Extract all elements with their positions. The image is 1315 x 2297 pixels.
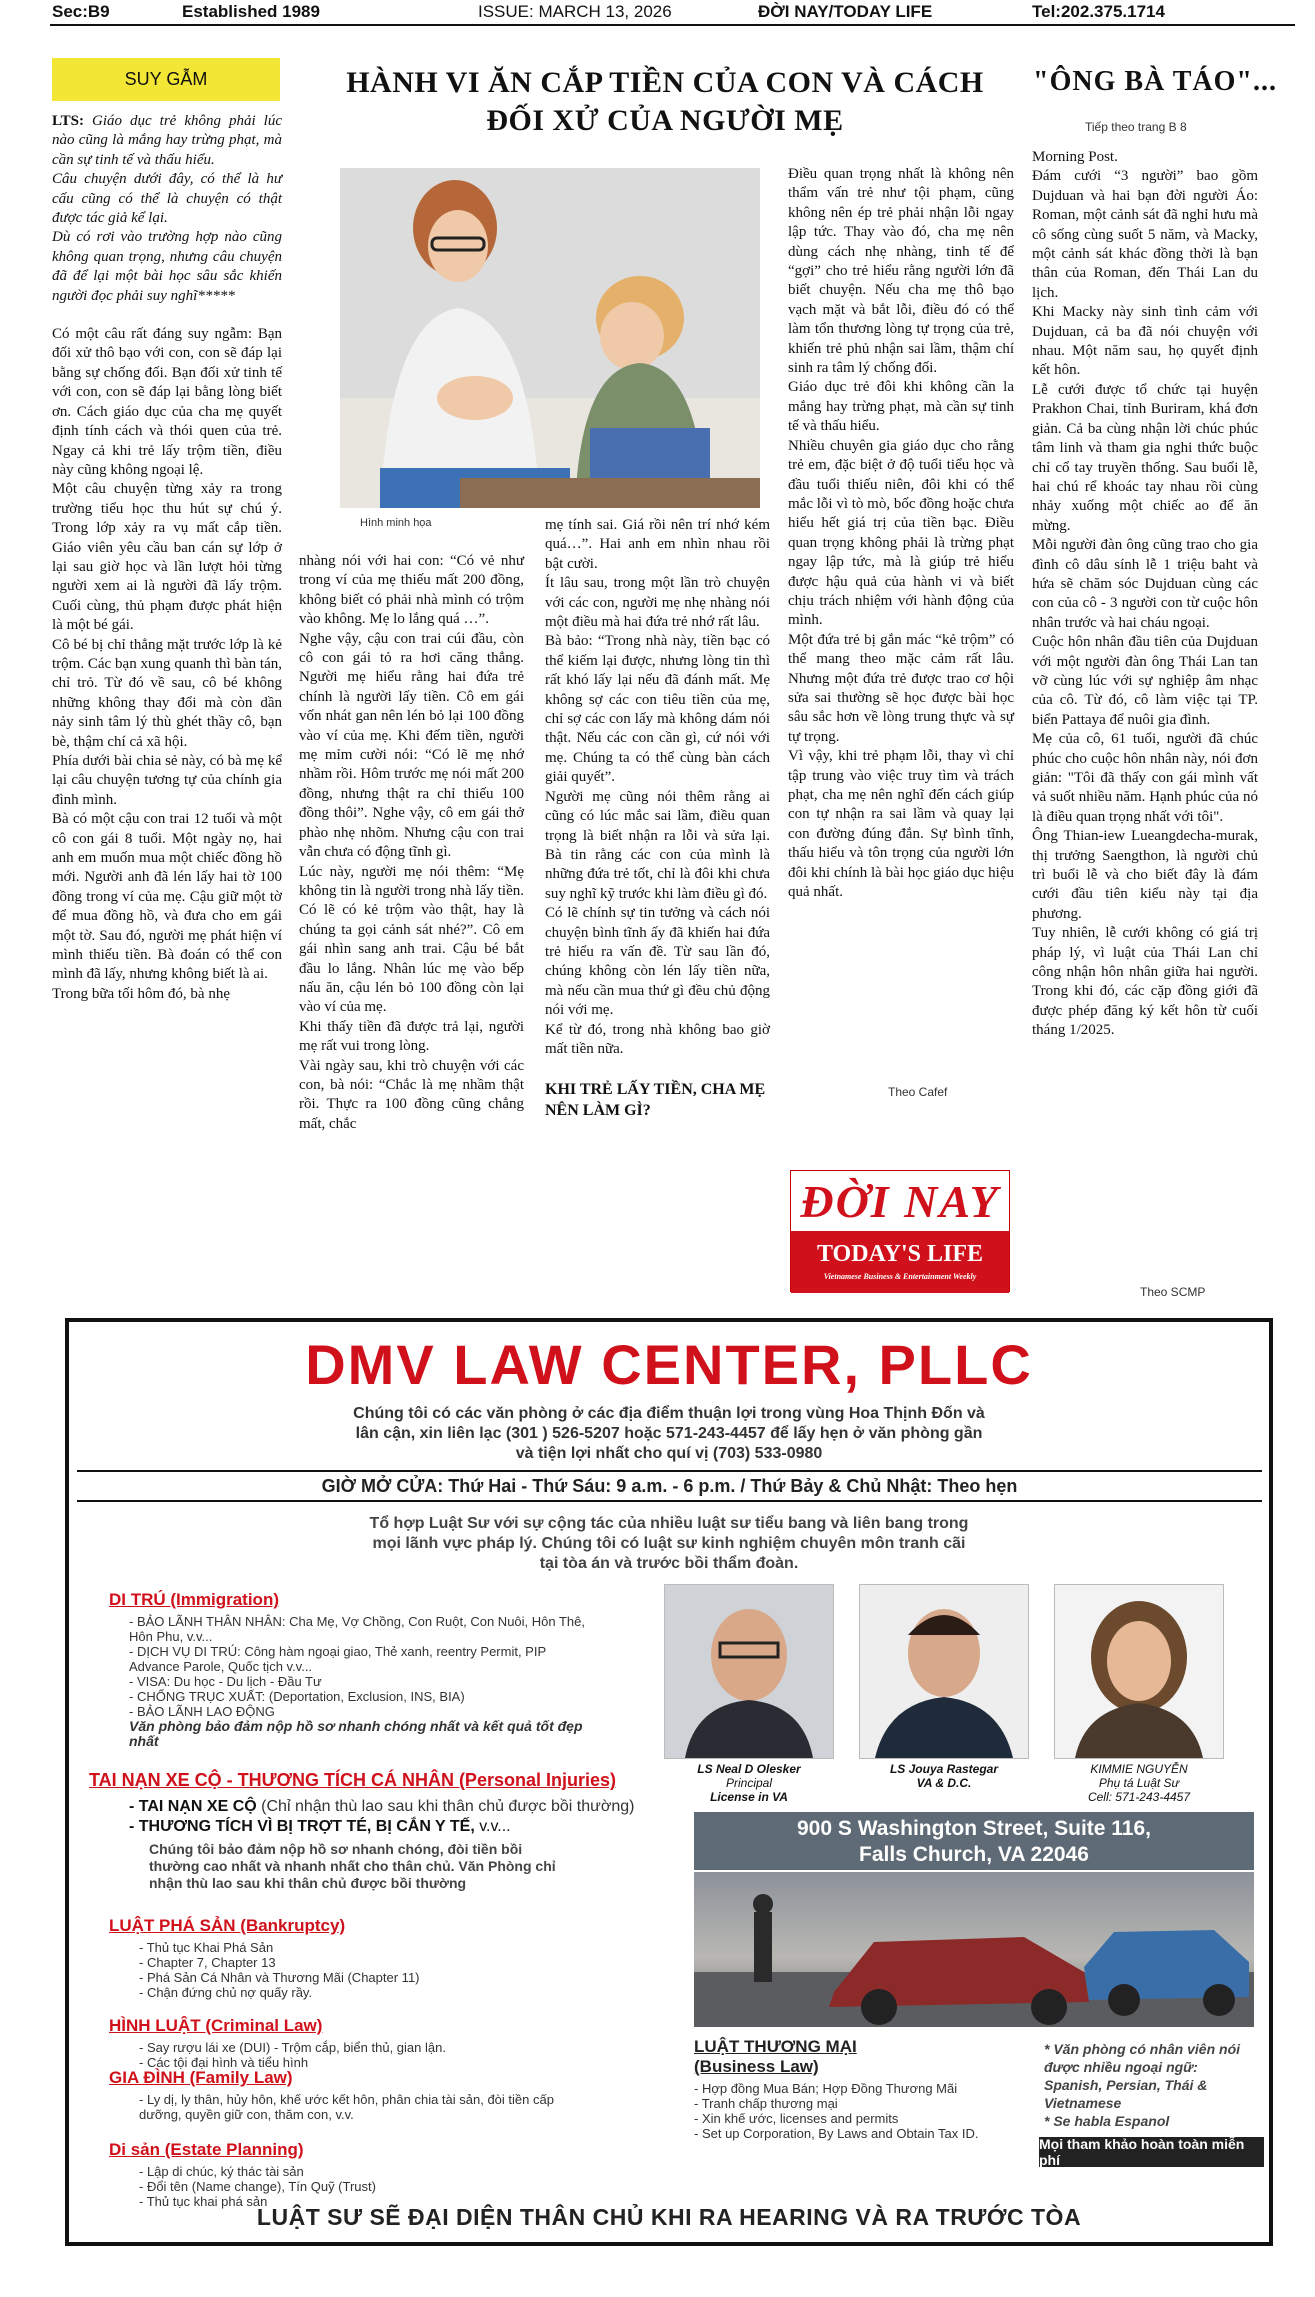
section-number: Sec:B9 <box>52 2 110 21</box>
service-item: - BẢO LÃNH LAO ĐỘNG <box>129 1704 275 1719</box>
service-item: - Chapter 7, Chapter 13 <box>139 1955 276 1970</box>
article-paragraph: Nghe vậy, cậu con trai cúi đầu, còn cô con gái tỏ ra hơi căng thẳng. Người mẹ hiểu rằng hai đứa trẻ chính là người lấy tiền. Cô em gái vốn nhát gan nên lén bỏ lại 100 đồng vào ví của mẹ. Khi đếm tiền, người mẹ mỉm cười nói: “Có lẽ mẹ nhớ nhầm rồi. Hôm trước mẹ nói mất 200 đồng, nhưng thật ra chỉ thiếu 100 đồng thôi”. Nghe vậy, cô em gái thở phào nhẹ nhõm. Nhưng cậu con trai vẫn chưa có động tĩnh gì. <box>299 630 524 861</box>
article-paragraph: Bà có một cậu con trai 12 tuổi và một cô con gái 8 tuổi. Một ngày nọ, hai anh em muốn mua một chiếc đồng hồ mới. Người anh đã lén lấy hai tờ 100 đồng trong ví của mẹ. Cậu giữ một tờ để mua đồng hồ, và đưa cho em gái một tờ. Sau đó, người mẹ phát hiện ví mình thiếu tiền. Bà đoán có thể con mình đã lấy, nhưng không biết là ai. <box>52 811 282 983</box>
ad-intro-line: và tiện lợi nhất cho quí vị (703) 533-0980 <box>515 1445 823 1462</box>
injury-item-1-note: (Chỉ nhận thù lao sau khi thân chủ được bồi thường) <box>261 1798 635 1815</box>
article-paragraph: Mỗi người đàn ông cũng trao cho gia đình cô dâu sính lễ 1 triệu baht và hứa sẽ chăm sóc Dujduan cùng các con của cô - 3 người con từ cuộc hôn nhân trước và hai cháu ngoại. <box>1032 537 1258 631</box>
attorney-2-info <box>859 1762 1029 1790</box>
article-paragraph: Có lẽ chính sự tin tưởng và cách nói chuyện bình tĩnh ấy đã khiến hai đứa trẻ hiểu ra vấn đề. Từ sau lần đó, chúng không còn lén lấy tiền nữa, mà nếu cần mua thứ gì đều chủ động nói với mẹ. <box>545 905 770 1019</box>
ad-intro-line: Chúng tôi có các văn phòng ở các địa điểm thuận lợi trong vùng Hoa Thịnh Đốn và <box>353 1405 985 1422</box>
attorney-photo-1 <box>664 1584 834 1759</box>
office-hours: GIỜ MỞ CỬA: Thứ Hai - Thứ Sáu: 9 a.m. - 6 p.m. / Thứ Bảy & Chủ Nhật: Theo hẹn <box>77 1470 1262 1502</box>
logo-subtitle: TODAY'S LIFE <box>816 1241 984 1267</box>
editor-note-3: Dù có rơi vào trường hợp nào cũng không quan trọng, nhưng câu chuyện đã để lại một bài học sâu sắc khiến người đọc phải suy nghĩ***** <box>52 229 282 304</box>
article-headline <box>300 64 1030 140</box>
injury-section <box>89 1770 709 1892</box>
article-paragraph: Một câu chuyện từng xảy ra trong trường tiểu học thu hút sự chú ý. Trong lớp xảy ra vụ mất cắp tiền. Giáo viên yêu cầu ban cán sự lớp ở lại sau giờ học và lần lượt hỏi từng người xem ai là người đã lấy trộm. Cuối cùng, thủ phạm được phát hiện là một bé gái. <box>52 481 282 634</box>
article-paragraph: mẹ tính sai. Giá rồi nên trí nhớ kém quá…”. Hai anh em nhìn nhau rồi bật cười. <box>545 517 770 572</box>
injury-item-2-note: v.v... <box>479 1818 511 1835</box>
right-headline: "ÔNG BÀ TÁO"... <box>1033 66 1277 97</box>
attorney-name: LS Jouya Rastegar <box>889 1762 999 1776</box>
article-paragraph: Lễ cưới được tổ chức tại huyện Prakhon Chai, tỉnh Buriram, khá đơn giản. Cả ba cùng nhận lời chúc phúc tâm linh và tham gia nghi thức buộc chỉ cổ tay truyền thống. Sau buổi lễ, hai chú rể khoác tay nhau rồi cùng nhảy xuống một chiếc ao để ăn mừng. <box>1032 381 1258 534</box>
ad-intro <box>149 1404 1189 1464</box>
article-paragraph: Phía dưới bài chia sẻ này, có bà mẹ kể lại câu chuyện tương tự của chính gia đình mình. <box>52 753 282 808</box>
article-paragraph: Ít lâu sau, trong một lần trò chuyện với các con, người mẹ nhẹ nhàng nói một điều mà hai đứa trẻ nhớ rất lâu. <box>545 575 770 631</box>
assistant-role: Phụ tá Luật Sư <box>1098 1776 1180 1790</box>
article-paragraph: Có một câu rất đáng suy ngẫm: Bạn đối xử thô bạo với con, con sẽ đáp lại bằng sự chống đối. Bạn đối xử tinh tế với con, con sẽ đáp lại bằng lòng biết ơn. Cách giáo dục của cha mẹ quyết định tính cách và thói quen của trẻ. Ngay cả khi trẻ lấy trộm tiền, điều này cũng không ngoại lệ. <box>52 326 282 478</box>
injury-title: TAI NẠN XE CỘ - THƯƠNG TÍCH CÁ NHÂN (Personal Injuries) <box>89 1770 616 1790</box>
address-line: 900 S Washington Street, Suite 116, <box>797 1817 1151 1840</box>
free-consultation-badge: Mọi tham khảo hoàn toàn miễn phí <box>1039 2137 1264 2167</box>
business-subtitle: (Business Law) <box>694 2057 819 2076</box>
team-line: mọi lãnh vực pháp lý. Chúng tôi có luật sư kinh nghiệm chuyên môn tranh cãi <box>372 1535 966 1552</box>
criminal-section <box>109 2016 589 2070</box>
photo-caption: Hình minh họa <box>360 517 432 529</box>
service-item: - Tranh chấp thương mại <box>694 2096 838 2111</box>
immigration-title: DI TRÚ (Immigration) <box>109 1590 279 1609</box>
assistant-photo <box>1054 1584 1224 1759</box>
article-paragraph: Kể từ đó, trong nhà không bao giờ mất tiền nữa. <box>545 1021 770 1057</box>
attorney-photo-2 <box>859 1584 1029 1759</box>
address-line: Falls Church, VA 22046 <box>859 1843 1089 1866</box>
injury-item-2: - THƯƠNG TÍCH VÌ BỊ TRỢT TÉ, BỊ CẮN Y TẾ, <box>129 1818 475 1835</box>
header-rule <box>50 24 1295 26</box>
attorney-role: VA & D.C. <box>916 1776 972 1790</box>
left-column <box>52 112 282 1004</box>
right-source: Theo SCMP <box>1140 1285 1206 1299</box>
logo-tagline: Vietnamese Business & Entertainment Weekly <box>823 1272 977 1281</box>
portrait-icon <box>665 1585 833 1758</box>
estate-section <box>109 2140 589 2209</box>
paper-name: ĐỜI NAY/TODAY LIFE <box>758 2 933 21</box>
injury-note: Chúng tôi bảo đảm nộp hồ sơ nhanh chóng, đòi tiền bồi thường cao nhất và nhanh nhất cho thân chủ. Văn Phòng chỉ nhận thù lao sau khi thân chủ được bồi thường <box>149 1841 556 1891</box>
section-label: SUY GẪM <box>52 58 280 101</box>
team-line: Tổ hợp Luật Sư với sự cộng tác của nhiều luật sư tiểu bang và liên bang trong <box>369 1515 969 1532</box>
service-item: - Các tội đại hình và tiểu hình <box>139 2055 309 2070</box>
article-paragraph: Bà bảo: “Trong nhà này, tiền bạc có thể kiếm lại được, nhưng lòng tin thì rất khó lấy lại nếu đã đánh mất. Mẹ không sợ các con tiêu tiền của mẹ, chỉ sợ các con lấy mà không dám nói thật. Nếu các con cần gì, cứ nói với mẹ. Chúng ta có thể cùng bàn cách giải quyết”. <box>545 633 770 786</box>
car-crash-illustration <box>694 1872 1254 2027</box>
family-title: GIA ĐÌNH (Family Law) <box>109 2068 293 2087</box>
service-item: - Set up Corporation, By Laws and Obtain Tax ID. <box>694 2126 979 2141</box>
article-paragraph: Vì vậy, khi trẻ phạm lỗi, thay vì chỉ tập trung vào việc truy tìm và trách phạt, cha mẹ nên nghĩ đến cách giúp con tự nhận ra sai lầm và quay lại con đường đúng đắn. Sự bình tĩnh, thấu hiểu và tôn trọng của người lớn đôi khi chính là bài học giáo dục hiệu quả nhất. <box>788 748 1014 901</box>
article-paragraph: Nhiều chuyên gia giáo dục cho rằng trẻ em, đặc biệt ở độ tuổi tiểu học và đầu tuổi thiếu niên, đôi khi có thể mắc lỗi vì tò mò, bốc đồng hoặc chưa hiểu hết giá trị của tiền bạc. Điều quan trọng không phải là trừng phạt ngay lập tức, mà là giúp trẻ hiểu được hậu quả của hành vi và biết chịu trách nhiệm với hành động của mình. <box>788 437 1014 629</box>
service-item: - Say rượu lái xe (DUI) - Trộm cắp, biển thủ, gian lận. <box>139 2040 446 2055</box>
service-item: - Thủ tục khai phá sản <box>139 2194 268 2209</box>
service-item: - Lập di chúc, ký thác tài sản <box>139 2164 304 2179</box>
service-item: - BẢO LÃNH THÂN NHÂN: Cha Mẹ, Vợ Chồng, Con Ruột, Con Nuôi, Hôn Thê, Hôn Phu, v.v... <box>129 1614 586 1644</box>
service-item: - Phá Sản Cá Nhân và Thương Mãi (Chapter 11) <box>139 1970 420 1985</box>
service-item: - Xin khế ước, licenses and permits <box>694 2111 899 2126</box>
headline-line-2: ĐỐI XỬ CỦA NGƯỜI MẸ <box>486 104 844 137</box>
service-item: - Hợp đồng Mua Bán; Hợp Đồng Thương Mãi <box>694 2081 958 2096</box>
editor-note-2: Câu chuyện dưới đây, có thể là hư cấu cũng có thể là chuyện có thật được tác giả kể lại. <box>52 171 282 227</box>
ad-title: DMV LAW CENTER, PLLC <box>305 1333 1033 1396</box>
article-source: Theo Cafef <box>888 1085 948 1099</box>
mother-child-illustration <box>340 168 760 508</box>
portrait-icon <box>1055 1585 1223 1758</box>
article-paragraph: Ông Thian-iew Lueangdecha-murak, thị trưởng Saengthon, là người chủ trì buổi lễ và cho biết đây là đám cưới đầu tiên kiểu này tại địa phương. <box>1032 828 1258 922</box>
phone-number: Tel:202.375.1714 <box>1032 2 1165 21</box>
article-column-2 <box>299 552 524 1134</box>
article-paragraph: Mẹ của cô, 61 tuổi, người đã chúc phúc cho cuộc hôn nhân này, nói đơn giản: "Tôi đã thấy con gái mình vất vả suốt nhiều năm. Hạnh phúc của nó là điều quan trọng nhất với tôi". <box>1032 731 1258 825</box>
issue-date: ISSUE: MARCH 13, 2026 <box>478 2 672 21</box>
service-item: - Chận đứng chủ nợ quấy rầy. <box>139 1985 313 2000</box>
injury-item-1: - TAI NẠN XE CỘ <box>129 1798 257 1815</box>
article-subheading: KHI TRẺ LẤY TIỀN, CHA MẸ NÊN LÀM GÌ? <box>545 1081 766 1120</box>
service-item: - DỊCH VỤ DI TRÚ: Công hàm ngoại giao, Thẻ xanh, reentry Permit, PIP Advance Parole, Quốc tịch v.v... <box>129 1644 546 1674</box>
service-item: - VISA: Du học - Du lịch - Đầu Tư <box>129 1674 322 1689</box>
business-section <box>694 2037 994 2141</box>
assistant-phone: Cell: 571-243-4457 <box>1087 1790 1191 1804</box>
article-paragraph: Điều quan trọng nhất là không nên thẩm vấn trẻ như tội phạm, cũng không nên ép trẻ phải nhận lỗi ngay lập tức. Thay vào đó, cha mẹ nên dùng cách nhẹ nhàng, tinh tế để “gợi” cho trẻ hiểu rằng người lớn đã biết chuyện. Nếu cha mẹ thô bạo vạch mặt và bắt lỗi, điều đó có thể làm tổn thương lòng tự trọng của trẻ, khiến trẻ phủ nhận sai lầm, thậm chí sinh ra tâm lý chống đối. <box>788 166 1014 377</box>
article-paragraph: Lúc này, người mẹ nói thêm: “Mẹ không tin là người trong nhà lấy tiền. Có lẽ có kẻ trộm vào thật, hay là chúng ta gọi cảnh sát nhé?”. Cô em gái nhìn sang anh trai. Cậu bé bắt đầu lo lắng. Nhân lúc mẹ vào bếp nấu ăn, cậu lén bỏ 100 đồng còn lại vào ví của mẹ. <box>299 863 524 1016</box>
headline-line-1: HÀNH VI ĂN CẮP TIỀN CỦA CON VÀ CÁCH <box>346 66 984 99</box>
language-line: Spanish, Persian, Thái & <box>1044 2077 1208 2093</box>
service-item: - CHỐNG TRỤC XUẤT: (Deportation, Exclusion, INS, BIA) <box>129 1689 465 1704</box>
article-paragraph: Trong bữa tối hôm đó, bà nhẹ <box>52 985 230 1002</box>
family-section <box>109 2068 629 2122</box>
right-column <box>1032 148 1258 1041</box>
newspaper-logo <box>790 1170 1010 1292</box>
page-header <box>0 0 1315 24</box>
service-item: - Ly dị, ly thân, hủy hôn, khế ước kết hôn, phân chia tài sản, đòi tiền cấp dưỡng, quyền giữ con, thăm con, v.v. <box>139 2092 554 2122</box>
attorney-license: License in VA <box>710 1790 788 1804</box>
article-paragraph: Người mẹ cũng nói thêm rằng ai cũng có lúc mắc sai lầm, điều quan trọng là biết nhận ra lỗi và sửa lại. Bà tin rằng các con của mình là những đứa trẻ tốt, chỉ là đôi khi chưa suy nghĩ kỹ trước khi làm điều gì đó. <box>545 788 770 902</box>
assistant-name: KIMMIE NGUYỄN <box>1090 1762 1188 1776</box>
business-title: LUẬT THƯƠNG MẠI <box>694 2037 857 2056</box>
languages-note <box>1044 2040 1264 2130</box>
language-line: Vietnamese <box>1044 2095 1122 2111</box>
article-paragraph: Vài ngày sau, khi trò chuyện với các con, bà nói: “Chắc là mẹ nhầm thật rồi. Thực ra 100 đồng cũng chẳng mất, chắc <box>299 1057 524 1132</box>
portrait-icon <box>860 1585 1028 1758</box>
article-paragraph: Morning Post. <box>1032 149 1118 165</box>
language-line: * Văn phòng có nhân viên nói được nhiều ngoại ngữ: <box>1044 2041 1241 2075</box>
article-paragraph: Giáo dục trẻ đôi khi không cần la mắng hay trừng phạt, mà cần sự tinh tế và thấu hiểu. <box>788 379 1014 435</box>
immigration-section <box>109 1590 589 1749</box>
attorney-1-info <box>664 1762 834 1804</box>
article-paragraph: nhàng nói với hai con: “Có vẻ như trong ví của mẹ thiếu mất 200 đồng, không biết có phải nhà mình có trộm vào không. Mẹ lo lắng quá …”. <box>299 553 524 628</box>
office-address <box>694 1812 1254 1870</box>
attorney-name: LS Neal D Olesker <box>697 1762 801 1776</box>
team-description <box>209 1514 1129 1574</box>
article-paragraph: Tuy nhiên, lễ cưới không có giá trị pháp lý, vì luật của Thái Lan chỉ công nhận hôn nhân giữa hai người. Trong khi đó, các cặp đồng giới đã được phép đăng ký kết hôn từ cuối tháng 1/2025. <box>1032 925 1258 1039</box>
bankruptcy-title: LUẬT PHÁ SẢN (Bankruptcy) <box>109 1916 346 1935</box>
estate-title: Di sản (Estate Planning) <box>109 2140 304 2159</box>
article-paragraph: Cô bé bị chỉ thẳng mặt trước lớp là kẻ trộm. Các bạn xung quanh thì bàn tán, chỉ trỏ. Từ đó về sau, cô bé không những không thay đổi mà còn dần nảy sinh tâm lý thù ghét thầy cô, bạn bè, thậm chí cả xã hội. <box>52 636 282 750</box>
criminal-title: HÌNH LUẬT (Criminal Law) <box>109 2016 323 2035</box>
logo-title: ĐỜI NAY <box>800 1175 1000 1227</box>
continued-from: Tiếp theo trang B 8 <box>1085 120 1187 134</box>
article-paragraph: Đám cưới “3 người” bao gồm Dujduan và hai bạn đời người Áo: Roman, một cảnh sát đã nghỉ hưu mà cô sống cùng suốt 5 năm, và Macky, một cảnh sát khác đồng thời là bạn thân của Roman, đến Thái Lan du lịch. <box>1032 168 1258 301</box>
service-item: - Thủ tục Khai Phá Sản <box>139 1940 274 1955</box>
language-line: * Se habla Espanol <box>1044 2113 1170 2129</box>
assistant-info <box>1054 1762 1224 1804</box>
illustration-photo <box>340 168 760 508</box>
immigration-note: Văn phòng bảo đảm nộp hồ sơ nhanh chóng nhất và kết quả tốt đẹp nhất <box>129 1718 583 1749</box>
article-paragraph: Cuộc hôn nhân đầu tiên của Dujduan với một người đàn ông Thái Lan tan vỡ cùng lúc với sự nghiệp âm nhạc của cô. Từ đó, cô làm việc tại TP. biển Pattaya để nuôi gia đình. <box>1032 634 1258 728</box>
service-item: - Đổi tên (Name change), Tín Quỹ (Trust) <box>139 2179 376 2194</box>
ad-footer: LUẬT SƯ SẼ ĐẠI DIỆN THÂN CHỦ KHI RA HEARING VÀ RA TRƯỚC TÒA <box>256 2204 1082 2230</box>
editor-note-1: Giáo dục trẻ không phải lúc nào cũng là mắng hay trừng phạt, mà cần sự tinh tế và thấu hiểu. <box>52 113 282 168</box>
law-center-ad <box>65 1318 1273 2246</box>
article-column-3 <box>545 516 770 1121</box>
article-column-4 <box>788 165 1014 902</box>
article-paragraph: Khi Macky này sinh tình cảm với Dujduan, cả ba đã nói chuyện với nhau. Một năm sau, họ quyết định kết hôn. <box>1032 304 1258 379</box>
established-year: Established 1989 <box>182 2 320 21</box>
attorney-role: Principal <box>725 1776 773 1790</box>
bankruptcy-section <box>109 1916 589 2000</box>
ad-intro-line: lân cận, xin liên lạc (301 ) 526-5207 hoặc 571-243-4457 để lấy hẹn ở văn phòng gần <box>355 1425 983 1442</box>
article-paragraph: Một đứa trẻ bị gắn mác “kẻ trộm” có thể mang theo mặc cảm rất lâu. Nhưng một đứa trẻ được trao cơ hội sửa sai thường sẽ học được bài học sâu sắc hơn về lòng trung thực và sự tự trọng. <box>788 631 1014 745</box>
team-line: tại tòa án và trước bồi thẩm đoàn. <box>539 1555 799 1572</box>
car-accident-photo <box>694 1872 1254 2027</box>
editor-note-label: LTS: <box>52 113 84 129</box>
article-paragraph: Khi thấy tiền đã được trả lại, người mẹ rất vui trong lòng. <box>299 1018 524 1055</box>
